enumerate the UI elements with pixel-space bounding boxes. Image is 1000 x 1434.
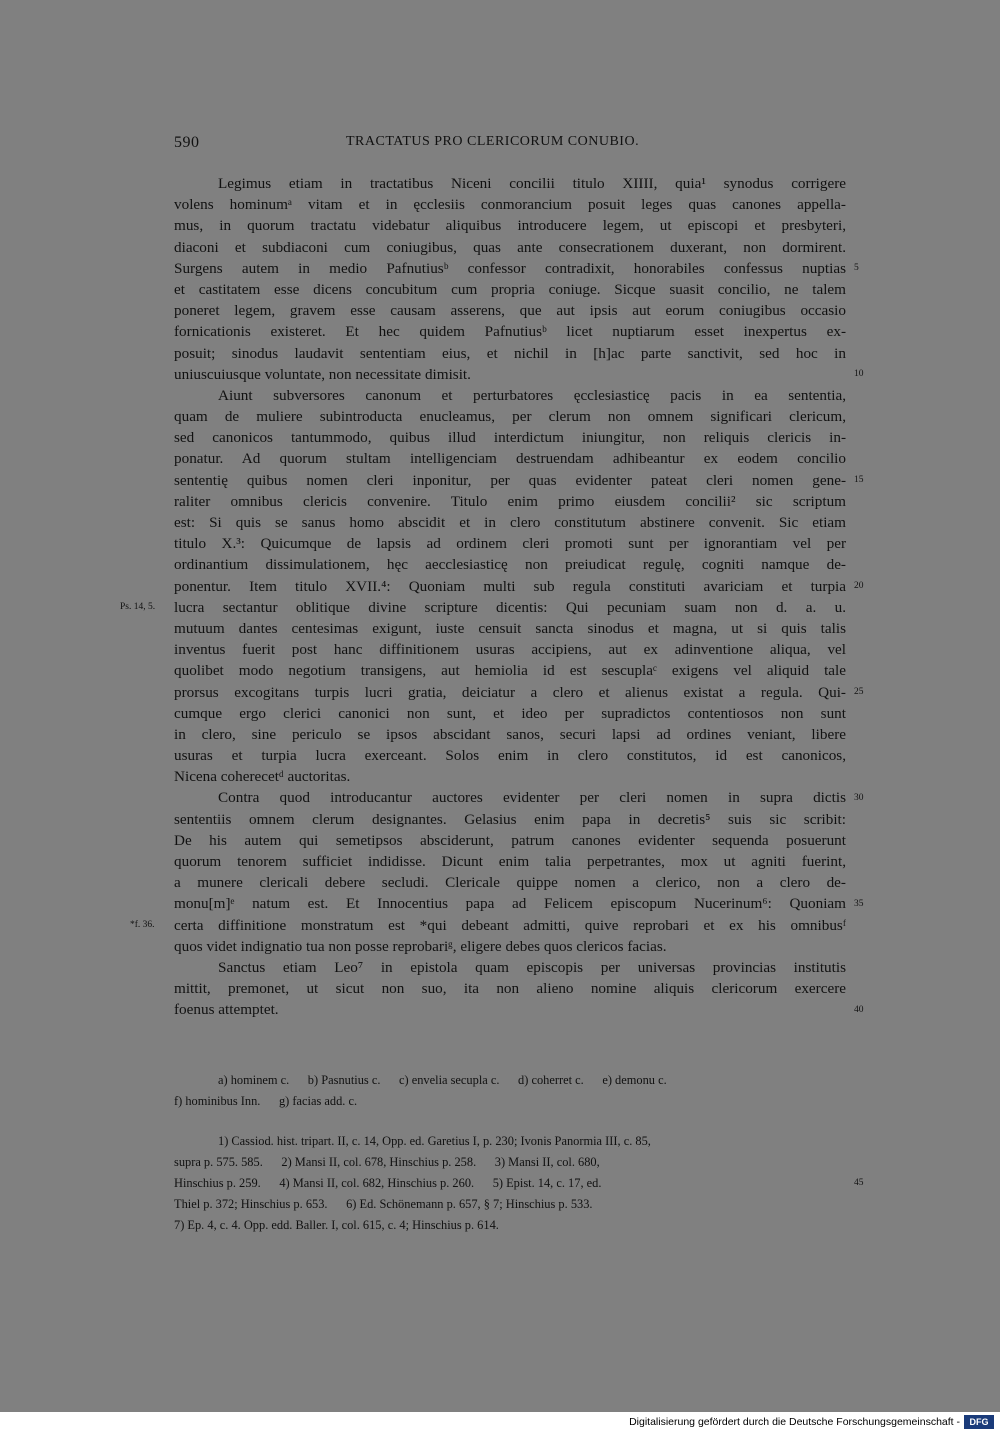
text-line: Nicena coherecetᵈ auctoritas. bbox=[174, 768, 351, 786]
text-line: De his autem qui semetipsos absciderunt, patrum canones evidenter sequenda posuerunt bbox=[174, 831, 846, 849]
variant-apparatus bbox=[174, 1070, 846, 1112]
text-line: monu[m]ᵉ natum est. Et Innocentius papa ad Felicem episcopum Nucerinum⁶: Quoniam bbox=[174, 895, 846, 913]
text-line: est: Si quis se sanus homo abscidit et in clero constitutum abstinere convenit. Sic etiam bbox=[174, 514, 846, 531]
text-line: Contra quod introducantur auctores evidenter per cleri nomen in supra dictis bbox=[218, 789, 846, 807]
text-line: foenus attemptet. bbox=[174, 1001, 279, 1019]
text-line: lucra sectantur oblitique divine scripture dicentis: Qui pecuniam suam non d. a. u. bbox=[174, 598, 846, 616]
text-line: mittit, premonet, ut sicut non suo, ita non alieno nomine aliquis clericorum exercere bbox=[174, 980, 846, 998]
text-line: sententiis omnem clerum designantes. Gelasius enim papa in decretis⁵ suis sic scribit: bbox=[174, 810, 846, 828]
text-line: uniuscuiusque voluntate, non necessitate dimisit. bbox=[174, 365, 471, 383]
dfg-footer-bar bbox=[0, 1412, 1000, 1434]
text-line: Aiunt subversores canonum et perturbatores ęcclesiasticę pacis in ea sententia, bbox=[218, 386, 846, 404]
source-note-line: 1) Cassiod. hist. tripart. II, c. 14, Opp. ed. Garetius I, p. 230; Ivonis Panormia III, c. 85, bbox=[218, 1134, 651, 1148]
line-number: 40 bbox=[854, 1004, 864, 1015]
variant-note-line: f) hominibus Inn. g) facias add. c. bbox=[174, 1094, 358, 1108]
source-note-line: supra p. 575. 585. 2) Mansi II, col. 678, Hinschius p. 258. 3) Mansi II, col. 680, bbox=[174, 1155, 600, 1169]
text-line: a munere clericali debere secludi. Clericale quippe nomen a clerico, non a clero de- bbox=[174, 874, 846, 892]
text-line: posuit; sinodus laudavit sententiam eius, et nichil in [h]ac parte sanctivit, sed hoc in bbox=[174, 344, 846, 362]
text-line: ponentur. Item titulo XVII.⁴: Quoniam multi sub regula constituti avariciam et turpia bbox=[174, 577, 846, 595]
text-line: diaconi et subdiaconi cum coniugibus, quas ante consecrationem duxerant, non dormirent. bbox=[174, 238, 846, 256]
text-line: et castitatem esse dicens concubitum cum propria coniuge. Sicque suasit concilio, ne talem bbox=[174, 280, 846, 298]
line-number: 25 bbox=[854, 686, 864, 697]
line-number: 45 bbox=[854, 1178, 864, 1188]
text-line: certa diffinitione monstratum est *qui debeant admitti, quive reprobari et ex his omnibusᶠ bbox=[174, 916, 846, 934]
text-line: Sanctus etiam Leo⁷ in epistola quam episcopis per universas provincias institutis bbox=[218, 958, 846, 976]
text-line: quam de muliere subintroducta enucleamus, per clerum non omnem significari clericum, bbox=[174, 408, 846, 426]
margin-reference: *f. 36. bbox=[130, 920, 155, 930]
text-line: poneret legem, gravem esse causam asserens, que aut ipsis aut eorum coniugibus occasio bbox=[174, 302, 846, 320]
margin-reference: Ps. 14, 5. bbox=[120, 602, 156, 612]
source-note-line: Thiel p. 372; Hinschius p. 653. 6) Ed. Schönemann p. 657, § 7; Hinschius p. 533. bbox=[174, 1197, 593, 1211]
source-footnotes bbox=[174, 1131, 846, 1236]
text-line: quorum tenorem sufficiet indidisse. Dicunt enim talia perpetrantes, mox ut agniti fuerint, bbox=[174, 853, 846, 870]
text-line: usuras et turpia lucra exerceant. Solos enim in clero constitutos, id est canonicos, bbox=[174, 747, 846, 765]
text-line: mutuum dantes centesimas exigunt, iuste censuit sancta sinodus et magna, ut si quis talis bbox=[174, 619, 846, 637]
text-line: mus, in quorum tractatu videbatur aliquibus introducere legem, ut episcopi et presbyteri, bbox=[174, 217, 846, 235]
text-line: fornicationis existeret. Et hec quidem Pafnutiusᵇ licet nuptiarum esset inexpertus ex- bbox=[174, 323, 846, 341]
source-note-line: Hinschius p. 259. 4) Mansi II, col. 682, Hinschius p. 260. 5) Epist. 14, c. 17, ed. bbox=[174, 1176, 602, 1190]
running-title: TRACTATUS PRO CLERICORUM CONUBIO. bbox=[346, 134, 640, 149]
line-number: 15 bbox=[854, 474, 864, 485]
source-note-line: 7) Ep. 4, c. 4. Opp. edd. Baller. I, col. 615, c. 4; Hinschius p. 614. bbox=[174, 1218, 499, 1232]
text-line: Surgens autem in medio Pafnutiusᵇ confessor contradixit, honorabiles confessus nuptias bbox=[174, 259, 846, 277]
text-line: quolibet modo negotium transigens, aut hemiolia id est sescuplaᶜ exigens vel aliquid tale bbox=[174, 662, 846, 680]
text-line: sed canonicos tantummodo, quibus illud interdictum iniungitur, non reliquis clericis in- bbox=[174, 429, 846, 447]
variant-note-line: a) hominem c. b) Pasnutius c. c) envelia secupla c. d) coherret c. e) demonu c. bbox=[218, 1073, 667, 1087]
line-number: 30 bbox=[854, 792, 864, 803]
line-number: 35 bbox=[854, 898, 864, 909]
dfg-logo: DFG bbox=[964, 1415, 994, 1429]
text-line: Legimus etiam in tractatibus Niceni concilii titulo XIIII, quia¹ synodus corrigere bbox=[218, 175, 846, 192]
page-number: 590 bbox=[174, 134, 200, 151]
text-line: raliter omnibus clericis convenire. Titulo enim primo eiusdem concilii² sic scriptum bbox=[174, 492, 846, 510]
footer-credit: Digitalisierung gefördert durch die Deutsche Forschungsgemeinschaft - bbox=[629, 1416, 960, 1428]
text-line: ordinantium dissimulationem, hęc aecclesiasticę non preiudicat regulę, cogniti namque de- bbox=[174, 556, 846, 574]
text-line: in clero, sine periculo se ipsos abscidant sanos, securi lapsi ad ordines veniant, libere bbox=[174, 725, 846, 743]
main-text bbox=[174, 173, 846, 1021]
text-line: inventus fuerit post hanc diffinitionem usuras accipiens, aut ex adinventione aliqua, vel bbox=[174, 641, 846, 659]
text-line: cumque ergo clerici canonici non sunt, et ideo per supradictos contentiosos non sunt bbox=[174, 704, 846, 722]
text-line: titulo X.³: Quicumque de lapsis ad ordinem cleri promoti sunt per ignorantiam vel per bbox=[174, 535, 846, 553]
text-line: ponatur. Ad quorum stultam intelligenciam destruendam adhibeantur ex eodem concilio bbox=[174, 450, 846, 468]
line-number: 5 bbox=[854, 262, 859, 273]
text-line: prorsus excogitans turpis lucri gratia, deiciatur a clero et alienus existat a regula. Qui- bbox=[174, 683, 846, 701]
text-line: volens hominumᵃ vitam et in ęcclesiis conmorancium posuit leges quas canones appella- bbox=[174, 196, 846, 214]
line-number: 20 bbox=[854, 580, 864, 591]
text-line: quos videt indignatio tua non posse reprobariᵍ, eligere debes quos clericos facias. bbox=[174, 937, 667, 955]
text-line: sententię quibus nomen cleri inponitur, per quas evidenter pateat cleri nomen gene- bbox=[174, 471, 846, 489]
line-number: 10 bbox=[854, 368, 864, 379]
